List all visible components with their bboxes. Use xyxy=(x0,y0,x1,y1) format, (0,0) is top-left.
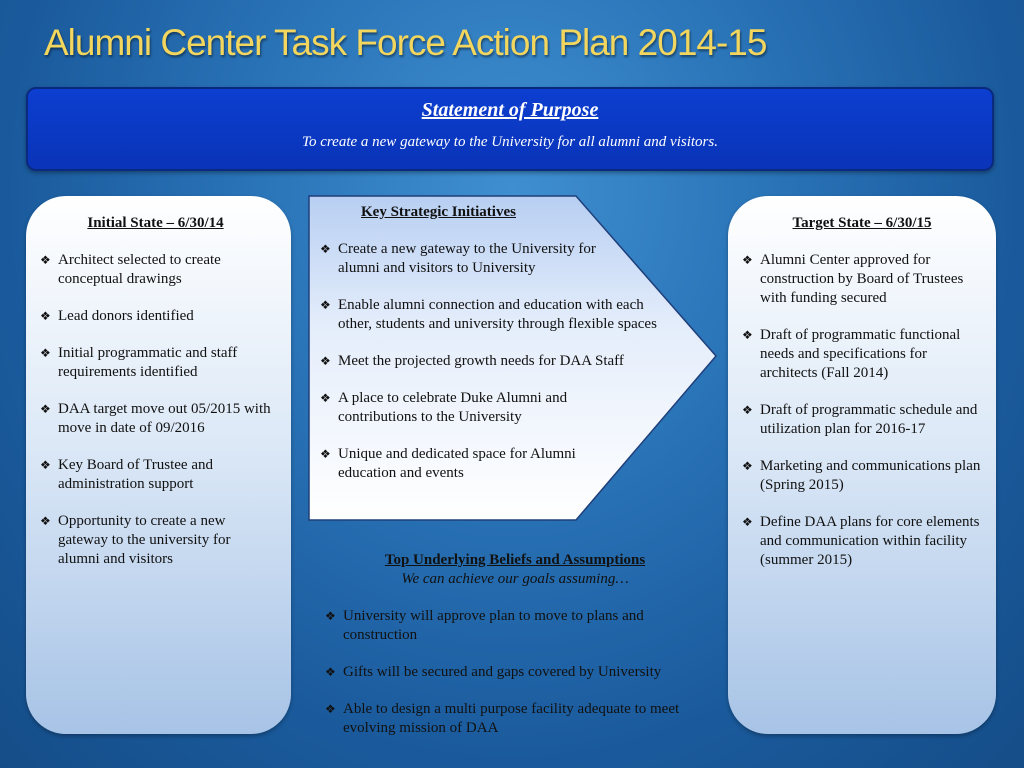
list-item: ❖ Initial programmatic and staff requirements identified xyxy=(40,345,238,380)
list-item: ❖ Able to design a multi purpose facility adequate to meet evolving mission of DAA xyxy=(325,701,680,736)
diamond-bullet-icon: ❖ xyxy=(320,354,331,368)
list-item: ❖ Enable alumni connection and education with each other, students and university through flexible spaces xyxy=(320,297,657,332)
target-state-list xyxy=(742,251,982,570)
diamond-bullet-icon: ❖ xyxy=(742,459,753,473)
list-item: ❖ University will approve plan to move to plans and construction xyxy=(325,608,644,643)
diamond-bullet-icon: ❖ xyxy=(325,702,336,716)
diamond-bullet-icon: ❖ xyxy=(40,402,51,416)
target-state-heading: Target State – 6/30/15 xyxy=(792,215,932,231)
list-item: ❖ A place to celebrate Duke Alumni and contributions to the University xyxy=(320,390,568,425)
diamond-bullet-icon: ❖ xyxy=(320,391,331,405)
list-item: ❖ Meet the projected growth needs for DAA Staff xyxy=(320,353,624,369)
initial-state-box xyxy=(26,196,291,734)
key-strategic-initiatives xyxy=(320,203,665,501)
diamond-bullet-icon: ❖ xyxy=(40,458,51,472)
list-item: ❖ Marketing and communications plan (Spring 2015) xyxy=(742,458,981,493)
statement-of-purpose-box xyxy=(26,87,994,171)
diamond-bullet-icon: ❖ xyxy=(742,253,753,267)
slide-title: Alumni Center Task Force Action Plan 2014-15 xyxy=(44,22,767,63)
list-item: ❖ Draft of programmatic functional needs and specifications for architects (Fall 2014) xyxy=(742,327,961,381)
list-item: ❖ DAA target move out 05/2015 with move in date of 09/2016 xyxy=(40,401,271,436)
list-item: ❖ Define DAA plans for core elements and communication within facility (summer 2015) xyxy=(742,514,980,568)
initial-state-list xyxy=(40,251,271,569)
diamond-bullet-icon: ❖ xyxy=(325,665,336,679)
purpose-text: To create a new gateway to the University for all alumni and visitors. xyxy=(302,134,718,150)
underlying-beliefs xyxy=(325,551,705,756)
list-item: ❖ Gifts will be secured and gaps covered by University xyxy=(325,664,662,680)
list-item: ❖ Alumni Center approved for construction by Board of Trustees with funding secured xyxy=(742,252,964,306)
list-item: ❖ Architect selected to create conceptual drawings xyxy=(40,252,221,287)
list-item: ❖ Unique and dedicated space for Alumni education and events xyxy=(320,446,576,481)
target-state-box xyxy=(728,196,996,734)
diamond-bullet-icon: ❖ xyxy=(742,515,753,529)
diamond-bullet-icon: ❖ xyxy=(40,514,51,528)
initial-state-heading: Initial State – 6/30/14 xyxy=(87,215,224,231)
diamond-bullet-icon: ❖ xyxy=(742,328,753,342)
list-item: ❖ Draft of programmatic schedule and utilization plan for 2016-17 xyxy=(742,402,978,437)
diamond-bullet-icon: ❖ xyxy=(325,609,336,623)
purpose-heading: Statement of Purpose xyxy=(421,99,599,121)
diamond-bullet-icon: ❖ xyxy=(320,447,331,461)
diamond-bullet-icon: ❖ xyxy=(742,403,753,417)
beliefs-heading: Top Underlying Beliefs and Assumptions xyxy=(384,552,646,568)
list-item: ❖ Create a new gateway to the University for alumni and visitors to University xyxy=(320,241,596,276)
beliefs-list xyxy=(325,607,705,738)
beliefs-subheading: We can achieve our goals assuming… xyxy=(401,571,629,587)
diamond-bullet-icon: ❖ xyxy=(320,298,331,312)
diamond-bullet-icon: ❖ xyxy=(40,309,51,323)
list-item: ❖ Key Board of Trustee and administration support xyxy=(40,457,213,492)
diamond-bullet-icon: ❖ xyxy=(40,346,51,360)
list-item: ❖ Lead donors identified xyxy=(40,308,194,324)
diamond-bullet-icon: ❖ xyxy=(320,242,331,256)
list-item: ❖ Opportunity to create a new gateway to the university for alumni and visitors xyxy=(40,513,231,567)
initiatives-heading: Key Strategic Initiatives xyxy=(361,204,516,220)
diamond-bullet-icon: ❖ xyxy=(40,253,51,267)
initiatives-list xyxy=(320,240,665,483)
